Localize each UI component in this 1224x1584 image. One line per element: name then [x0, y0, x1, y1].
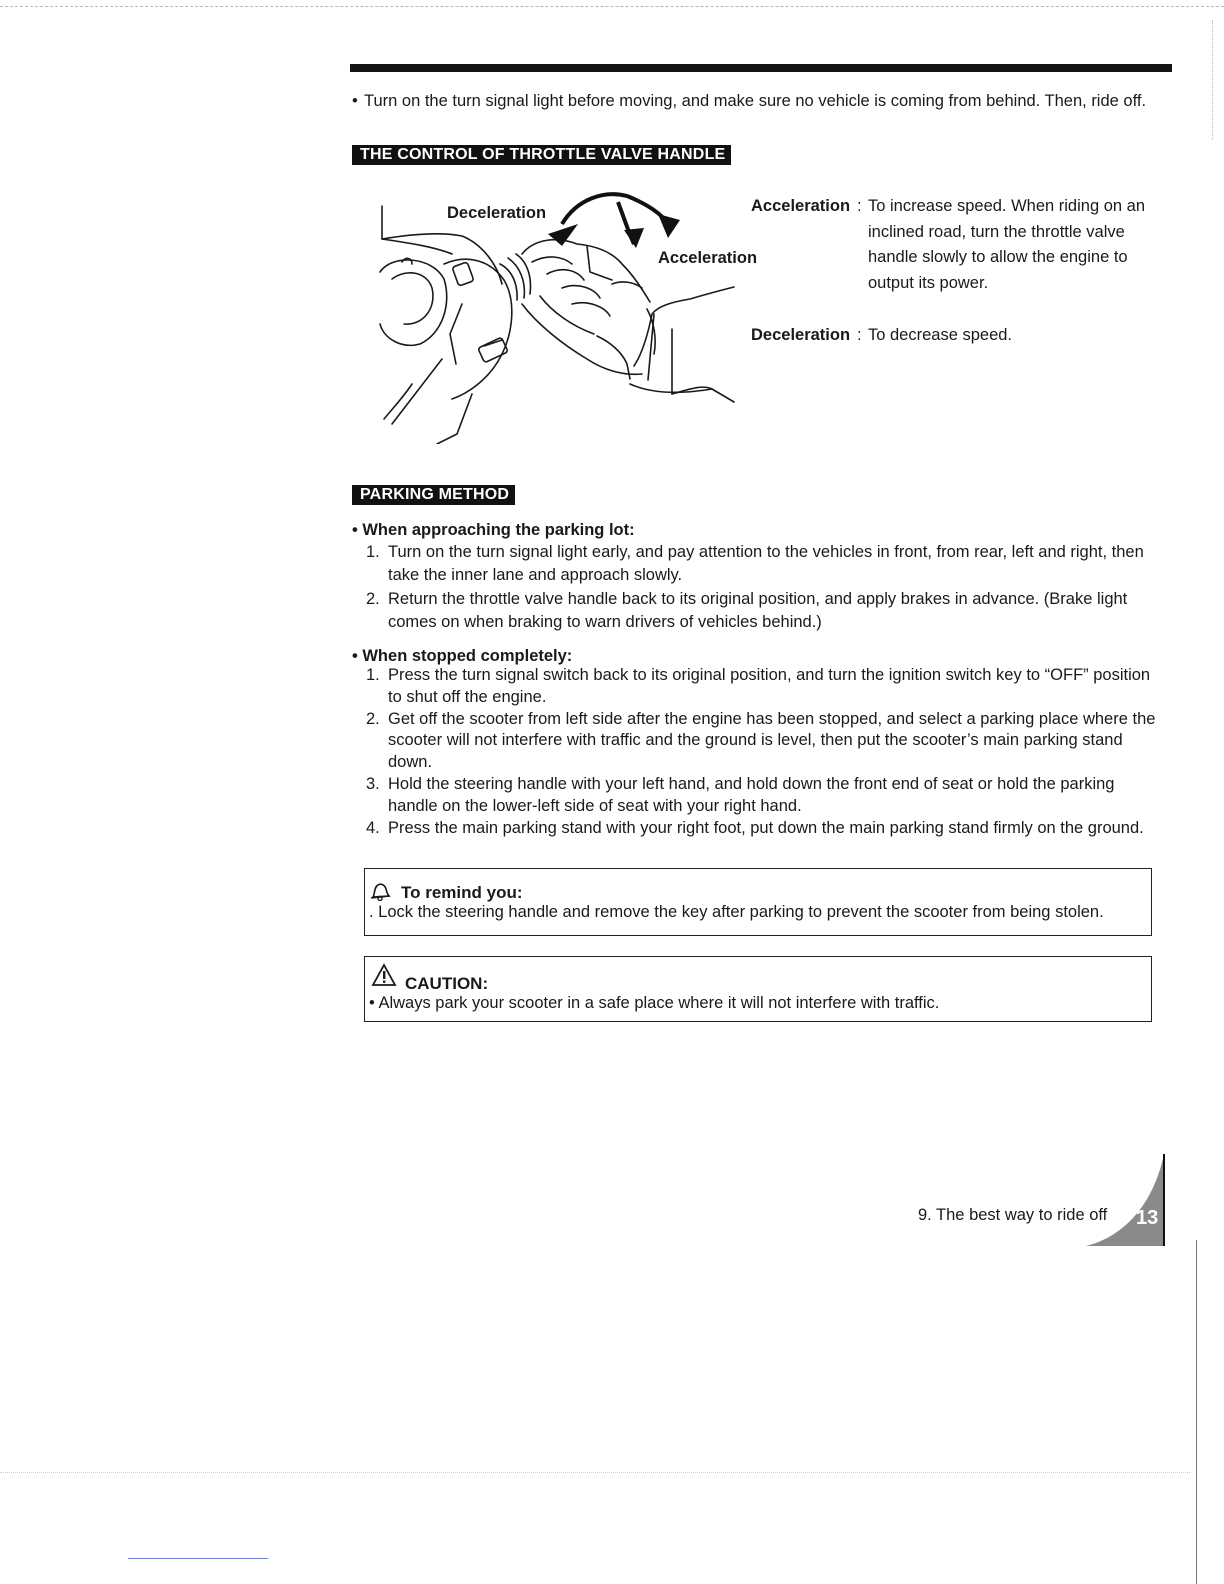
list-item-text: Turn on the turn signal light early, and pay attention to the vehicles in front, from rear, left and right, then take the inner lane and approach slowly.: [388, 543, 1144, 584]
footer-section-title: 9. The best way to ride off: [918, 1206, 1108, 1224]
stopped-heading: • When stopped completely:: [352, 647, 573, 665]
warning-triangle-icon: [371, 963, 397, 987]
top-rule: [350, 64, 1172, 72]
acceleration-text: To increase speed. When riding on an inclined road, turn the throttle valve handle slowly to allow the engine to output its power.: [868, 197, 1146, 292]
list-item-text: Return the throttle valve handle back to its original position, and apply brakes in advance. (Brake light comes on when braking to warn drivers of vehicles behind.): [388, 590, 1128, 631]
list-item-number: 2.: [366, 709, 380, 728]
page-tab: [1066, 1152, 1166, 1248]
deceleration-separator: :: [857, 326, 862, 344]
acceleration-separator: :: [857, 197, 862, 215]
throttle-heading: THE CONTROL OF THROTTLE VALVE HANDLE: [352, 145, 731, 165]
remind-text: . Lock the steering handle and remove the key after parking to prevent the scooter from being stolen.: [369, 903, 1104, 921]
acceleration-definition: [751, 194, 1161, 292]
list-item: [366, 709, 1166, 774]
caution-box: [364, 956, 1152, 1022]
scan-edge-right-upper: [1212, 20, 1213, 140]
list-item-number: 2.: [366, 590, 380, 608]
deceleration-term: Deceleration: [751, 326, 851, 344]
deceleration-text: To decrease speed.: [868, 326, 1013, 344]
figure-label-acceleration: Acceleration: [658, 249, 758, 267]
page-number: 13: [1136, 1207, 1159, 1229]
scan-dots-bottom: [0, 1472, 1190, 1473]
stopped-list: [366, 665, 1166, 839]
list-item: [366, 818, 1166, 840]
list-item-number: 1.: [366, 666, 380, 684]
intro-text: Turn on the turn signal light before moving, and make sure no vehicle is coming from behind. Then, ride off.: [364, 92, 1147, 110]
approach-list: [366, 541, 1166, 634]
list-item-number: 4.: [366, 818, 380, 837]
acceleration-term: Acceleration: [751, 197, 851, 215]
list-item-text: Get off the scooter from left side after the engine has been stopped, and select a parking place where the scooter will not interfere with traffic and the ground is level, then put the scooter’s main parking stand down.: [388, 709, 1156, 772]
scan-edge-top: [0, 6, 1224, 7]
list-item: [366, 541, 1166, 587]
caution-text: • Always park your scooter in a safe place where it will not interfere with traffic.: [369, 994, 940, 1012]
parking-heading: PARKING METHOD: [352, 485, 515, 505]
list-item-text: Press the main parking stand with your right foot, put down the main parking stand firmly on the ground.: [388, 818, 1144, 837]
list-item-number: 3.: [366, 774, 380, 793]
remind-title: To remind you:: [401, 883, 523, 902]
remind-box: [364, 868, 1152, 936]
list-item: [366, 665, 1166, 709]
bell-icon: [369, 881, 391, 901]
intro-bullet: [352, 89, 1162, 113]
bullet-dot: •: [352, 92, 358, 110]
list-item: [366, 588, 1166, 634]
throttle-hand-drawing: [372, 184, 772, 444]
caution-title: CAUTION:: [405, 974, 489, 993]
list-item-number: 1.: [366, 543, 380, 561]
figure-label-deceleration: Deceleration: [447, 204, 547, 222]
page-tab-shape: [1066, 1152, 1166, 1248]
scan-edge-bottom: [128, 1558, 268, 1559]
approach-heading: • When approaching the parking lot:: [352, 521, 635, 539]
list-item-text: Press the turn signal switch back to its original position, and turn the ignition switch key to “OFF” position to shut off the engine.: [388, 666, 1151, 706]
throttle-illustration: [372, 184, 772, 444]
deceleration-definition: [751, 323, 1161, 349]
scan-edge-right: [1196, 1240, 1197, 1584]
list-item-text: Hold the steering handle with your left hand, and hold down the front end of seat or hold the parking handle on the lower-left side of seat with your right hand.: [388, 774, 1115, 815]
list-item: [366, 774, 1166, 818]
